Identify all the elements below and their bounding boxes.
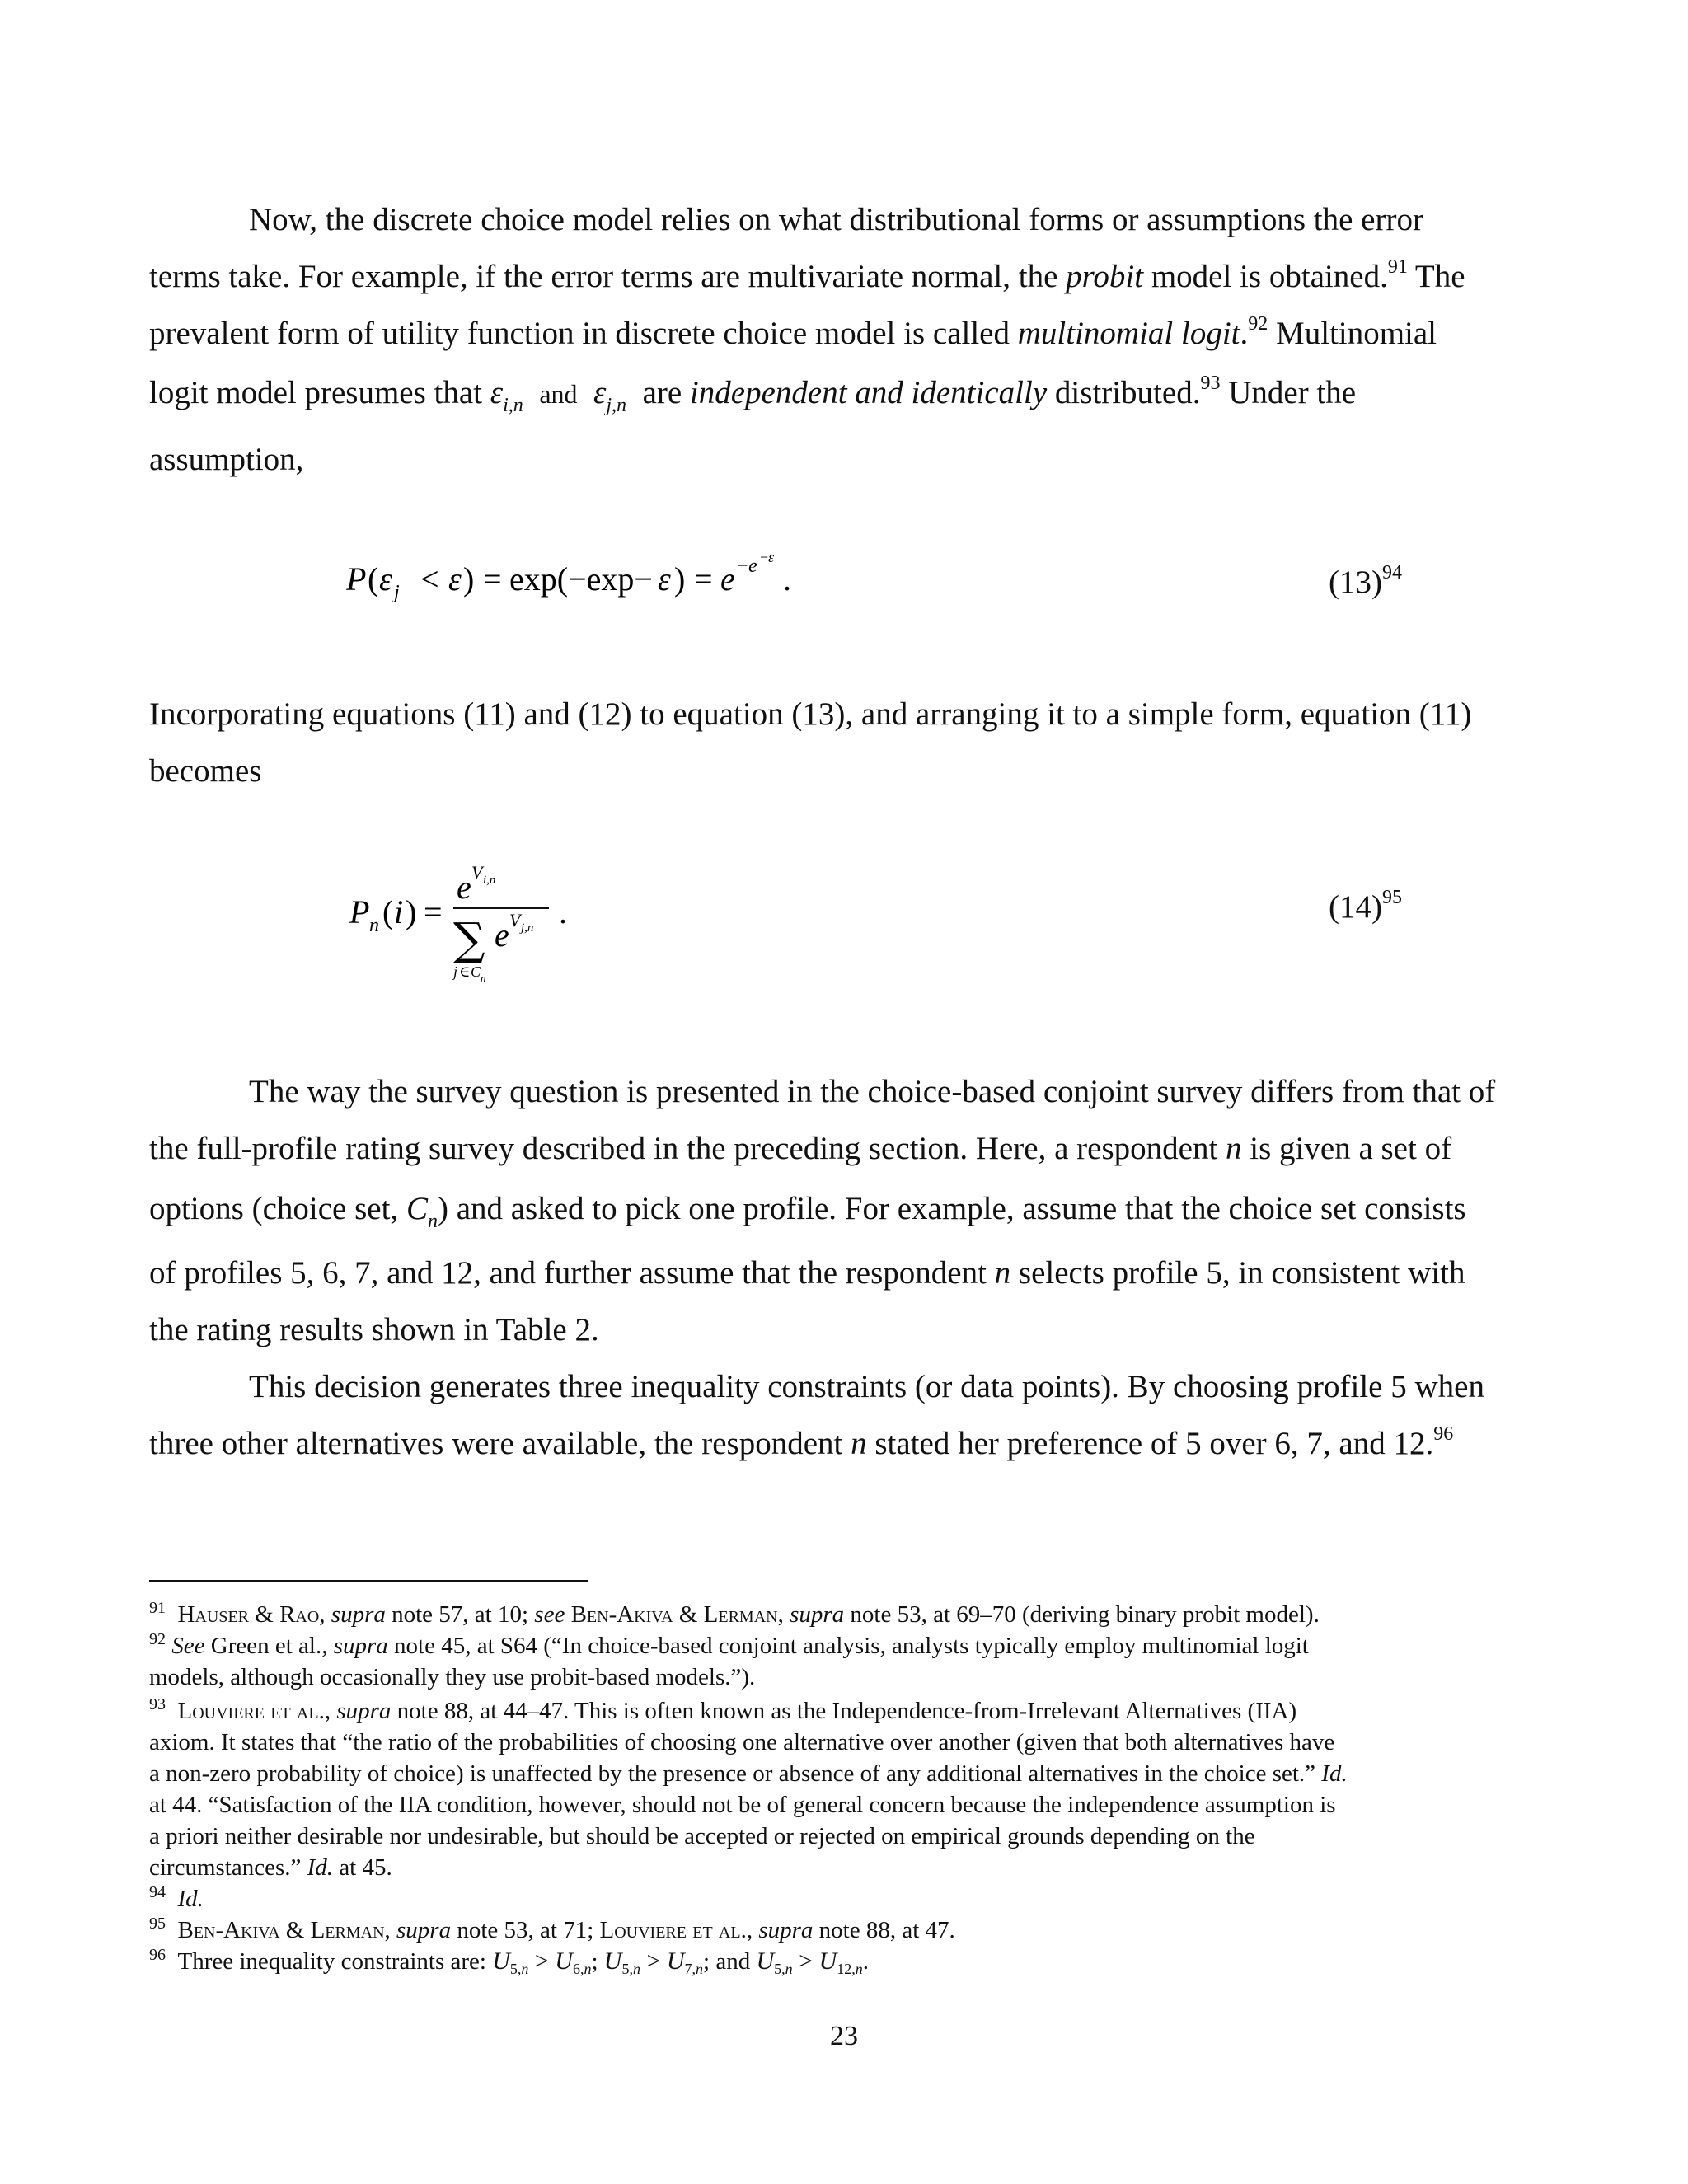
p2-line-2: becomes	[149, 753, 262, 789]
svg-text:ε: ε	[379, 560, 392, 598]
svg-text:(: (	[368, 560, 379, 598]
p3-line-1: The way the survey question is presented in the choice-based conjoint survey differs from that of	[249, 1074, 1496, 1109]
svg-text:=: =	[424, 893, 443, 930]
footnote-ref-91[interactable]: 91	[1387, 256, 1408, 278]
svg-text:<: <	[420, 560, 439, 598]
p2-line-1: Incorporating equations (11) and (12) to equation (13), and arranging it to a simple form, equation (11)	[149, 696, 1472, 732]
svg-text:e: e	[720, 560, 735, 598]
epsilon-i-n: $\varepsilon_{i,n}$	[490, 375, 523, 416]
footnote-91: $^{91}$ Hauser & Rao, supra note 57, at 10; see Ben-Akiva & Lerman, supra note 53, at 69–70 (deriving binary probit model).	[149, 1599, 1320, 1628]
footnote-93-line-4: at 44. “Satisfaction of the IIA condition, however, should not be of general concern because the independence assumption is	[149, 1792, 1336, 1818]
constraint-2: $U_{5,n} > U_{7,n}$	[603, 1947, 704, 1977]
svg-text:): )	[674, 560, 686, 598]
svg-text:.: .	[559, 893, 567, 930]
footnote-ref-92[interactable]: 92	[1248, 313, 1268, 335]
footnote-separator	[149, 1580, 588, 1582]
p4-line-1: This decision generates three inequality constraints (or data points). By choosing profile 5 when	[249, 1369, 1484, 1404]
svg-text:n: n	[369, 915, 379, 936]
svg-text:i,n: i,n	[483, 874, 496, 887]
p1-line-1: Now, the discrete choice model relies on what distributional forms or assumptions the error	[249, 202, 1423, 237]
svg-text:V: V	[471, 862, 483, 883]
svg-text:ε: ε	[768, 549, 775, 565]
footnote-92-cont: models, although occasionally they use probit-based models.”).	[149, 1664, 756, 1690]
equation-13-formula	[346, 544, 841, 610]
svg-text:): )	[463, 560, 475, 598]
footnote-92: $^{92}$ See Green et al., supra note 45, at S64 (“In choice-based conjoint analysis, analysts typically employ multinomial logit	[149, 1630, 1309, 1659]
p3-line-4: of profiles 5, 6, 7, and 12, and further assume that the respondent n selects profile 5, in consistent with	[149, 1255, 1465, 1291]
svg-text:.: .	[783, 560, 791, 598]
p4-line-2: three other alternatives were available, the respondent n stated her preference of 5 over 6, 7, and 12.96	[149, 1423, 1454, 1461]
footnote-ref-93[interactable]: 93	[1200, 373, 1221, 394]
p3-line-5: the rating results shown in Table 2.	[149, 1312, 599, 1347]
svg-text:i: i	[394, 893, 404, 930]
footnote-93-line-2: axiom. It states that “the ratio of the probabilities of choosing one alternative over another (given that both alternatives have	[149, 1729, 1335, 1755]
svg-text:exp(−exp−: exp(−exp−	[509, 560, 653, 598]
constraint-3: $U_{5,n} > U_{12,n}$	[756, 1947, 863, 1977]
footnote-93-line-3: a non-zero probability of choice) is unaffected by the presence or absence of any additional alternatives in the choice set.” Id.	[149, 1760, 1348, 1787]
p3-line-2: the full-profile rating survey described in the preceding section. Here, a respondent n is given a set of	[149, 1131, 1452, 1166]
svg-text:e: e	[495, 916, 509, 954]
svg-text:−: −	[760, 549, 769, 565]
constraint-1: $U_{5,n} > U_{6,n}$	[492, 1947, 592, 1977]
footnote-95: $^{95}$ Ben-Akiva & Lerman, supra note 53, at 71; Louviere et al., supra note 88, at 47.	[149, 1915, 955, 1943]
svg-text:j,n: j,n	[521, 921, 534, 935]
p1-line-5: assumption,	[149, 442, 304, 477]
svg-text:P: P	[349, 893, 370, 930]
svg-text:V: V	[509, 910, 521, 930]
footnote-ref-96[interactable]: 96	[1433, 1423, 1454, 1445]
choice-set-symbol: $C_n$	[406, 1191, 438, 1232]
svg-text:): )	[406, 893, 417, 930]
equation-13-number: (13)$^{94}$	[1329, 562, 1402, 600]
svg-text:ε: ε	[448, 560, 462, 598]
footnote-93-line-6: circumstances.” Id. at 45.	[149, 1854, 392, 1881]
epsilon-j-n: $\varepsilon_{j,n}$	[593, 375, 627, 416]
p1-line-2: terms take. For example, if the error terms are multivariate normal, the probit model is obtained.$^{91}$ The	[149, 256, 1465, 294]
svg-text:=: =	[694, 560, 713, 598]
svg-text:(: (	[382, 893, 394, 930]
footnote-ref-94[interactable]: 94	[1381, 562, 1402, 583]
equation-14-number: (14)$^{95}$	[1329, 887, 1402, 925]
equation-14-formula	[346, 857, 626, 997]
footnote-93: $^{93}$ Louviere et al., supra note 88, at 44–47. This is often known as the Independence-from-Irrelevant Alternatives (IIA)	[149, 1695, 1297, 1724]
svg-text:=: =	[483, 560, 502, 598]
svg-text:ε: ε	[658, 560, 671, 598]
svg-text:e: e	[457, 869, 471, 906]
footnote-93-line-5: a priori neither desirable nor undesirable, but should be accepted or rejected on empirical grounds depending on the	[149, 1823, 1255, 1849]
p1-line-4: logit model presumes that $\varepsilon_{i,n}$ and $\varepsilon_{j,n}$ are independent and identically distributed.$^{93}$ Under the	[149, 373, 1357, 416]
svg-text:∈: ∈	[459, 963, 471, 981]
svg-text:C: C	[471, 963, 481, 980]
svg-text:j: j	[453, 963, 458, 980]
svg-text:P: P	[346, 560, 367, 598]
svg-text:∑: ∑	[453, 913, 485, 965]
footnote-94: $^{94}$ Id.	[149, 1883, 204, 1912]
svg-text:−: −	[737, 555, 748, 577]
svg-text:j: j	[394, 582, 400, 603]
p1-line-3: prevalent form of utility function in discrete choice model is called multinomial logit.$^{92}$ Multinomial	[149, 313, 1437, 351]
page-number: 23	[830, 2021, 858, 2051]
svg-text:e: e	[748, 555, 757, 577]
footnote-ref-95[interactable]: 95	[1381, 887, 1402, 908]
svg-text:n: n	[481, 972, 486, 984]
p3-line-3: options (choice set, $C_n$) and asked to pick one profile. For example, assume that the choice set consists	[149, 1191, 1466, 1232]
footnote-96: $^{96}$ Three inequality constraints are: $U_{5,n} > U_{6,n}$; $U_{5,n} > U_{7,n}$; and $U_{5,n} > U_{12,n}$.	[149, 1946, 869, 1977]
